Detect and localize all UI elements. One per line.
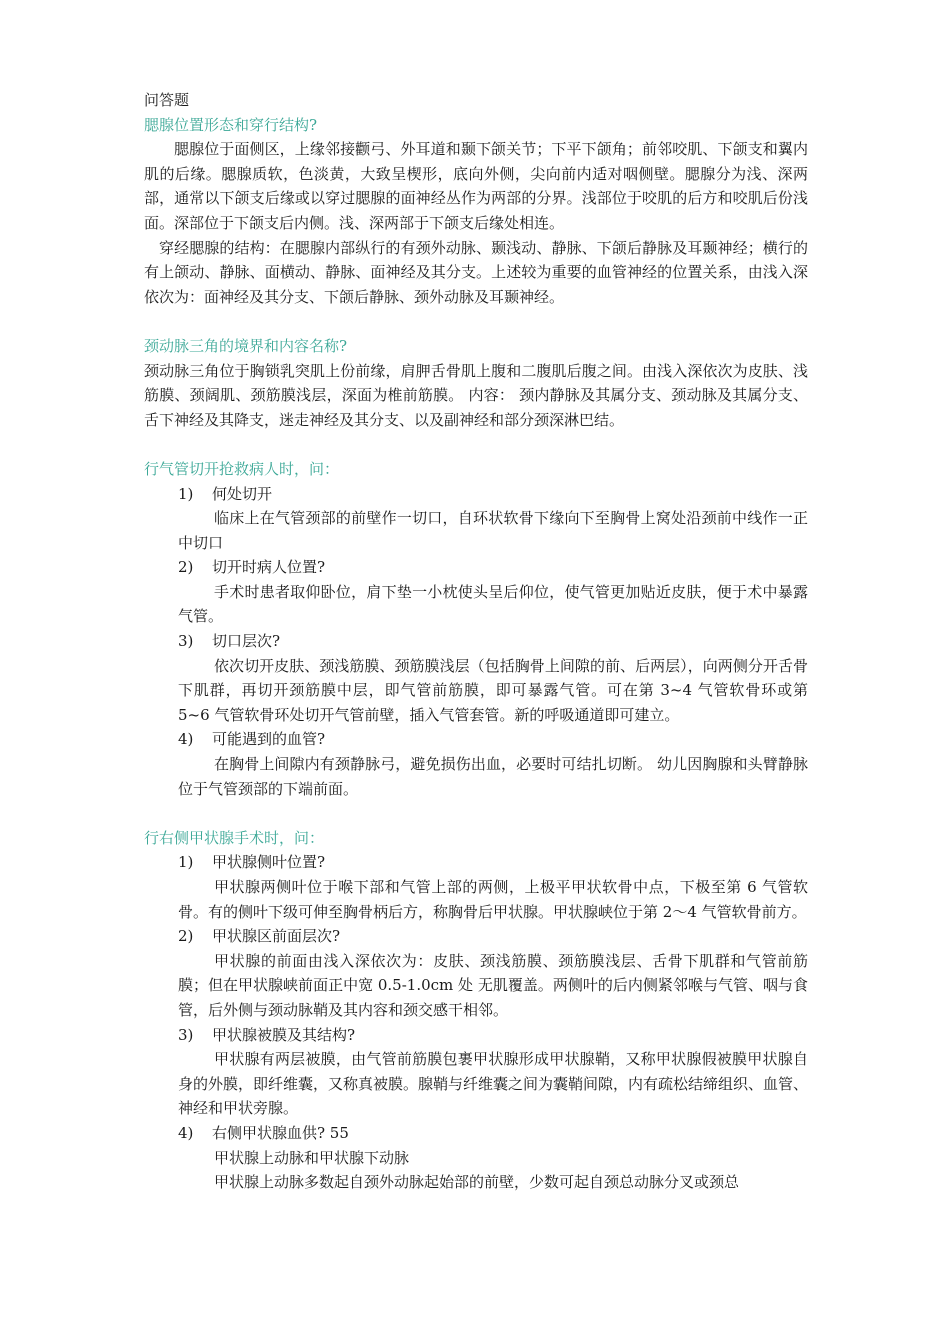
item-answer: 手术时患者取仰卧位，肩下垫一小枕使头呈后仰位，使气管更加贴近皮肤，便于术中暴露气管。: [178, 582, 808, 626]
answer-paragraph: 颈动脉三角位于胸锁乳突肌上份前缘，肩胛舌骨肌上腹和二腹肌后腹之间。由浅入深依次为皮肤、浅筋膜、颈阔肌、颈筋膜浅层，深面为椎前筋膜。 内容： 颈内静脉及其属分支、颈动脉及其属分支、舌下神经及其降支，迷走神经及其分支、以及副神经和部分颈深淋巴结。: [144, 361, 808, 429]
list-item: [178, 924, 808, 1022]
answer-paragraph: 腮腺位于面侧区，上缘邻接颧弓、外耳道和颞下颌关节；下平下颌角；前邻咬肌、下颌支和翼内肌的后缘。腮腺质软，色淡黄，大致呈楔形，底向外侧，尖向前内适对咽侧壁。腮腺分为浅、深两部，通常以下颌支后缘或以穿过腮腺的面神经丛作为两部的分界。浅部位于咬肌的后方和咬肌后份浅面。深部位于下颌支后内侧。浅、深两部于下颌支后缘处相连。: [144, 140, 808, 232]
item-number: 2): [178, 558, 194, 577]
item-answer: 临床上在气管颈部的前壁作一切口，自环状软骨下缘向下至胸骨上窝处沿颈前中线作一正中切口: [178, 509, 808, 552]
item-answer: 甲状腺有两层被膜，由气管前筋膜包裹甲状腺形成甲状腺鞘，又称甲状腺假被膜甲状腺自身的外膜，即纤维囊，又称真被膜。腺鞘与纤维囊之间为囊鞘间隙，内有疏松结缔组织、血管、神经和甲状旁腺。: [178, 1050, 809, 1118]
doc-title: 问答题: [144, 91, 190, 109]
list-item: [178, 629, 808, 727]
list-item: [178, 850, 808, 924]
question-carotid-triangle: 颈动脉三角的境界和内容名称?: [144, 336, 348, 355]
question-thyroid: 行右侧甲状腺手术时，问：: [144, 828, 325, 847]
list-item: [178, 727, 808, 801]
document-body: [144, 88, 808, 1195]
list-item: [178, 482, 808, 556]
list-item: [178, 555, 808, 629]
item-answer: 甲状腺上动脉和甲状腺下动脉: [214, 1148, 410, 1167]
item-heading: 切口层次?: [212, 632, 281, 651]
item-number: 4): [178, 730, 194, 749]
list-item: [178, 1121, 808, 1195]
question-tracheotomy: 行气管切开抢救病人时，问：: [144, 459, 340, 478]
spacer: [144, 801, 808, 826]
item-number: 1): [178, 853, 194, 872]
item-answer: 在胸骨上间隙内有颈静脉弓，避免损伤出血，必要时可结扎切断。 幼儿因胸腺和头臂静脉位于气管颈部的下端前面。: [178, 755, 808, 798]
item-answer: 甲状腺上动脉多数起自颈外动脉起始部的前壁，少数可起自颈总动脉分叉或颈总: [214, 1173, 740, 1192]
item-answer: 依次切开皮肤、颈浅筋膜、颈筋膜浅层（包括胸骨上间隙的前、后两层），向两侧分开舌骨下肌群，再切开颈筋膜中层，即气管前筋膜，即可暴露气管。可在第 3~4 气管软骨环或第 5~6 气管软骨环处切开气管前壁，插入气管套管。新的呼吸通道即可建立。: [178, 656, 808, 724]
item-number: 2): [178, 927, 194, 946]
item-heading: 可能遇到的血管?: [212, 730, 326, 749]
item-heading: 何处切开: [212, 484, 273, 503]
item-number: 3): [178, 1025, 194, 1044]
item-heading: 甲状腺被膜及其结构?: [212, 1025, 356, 1044]
item-number: 1): [178, 484, 194, 503]
spacer: [144, 309, 808, 334]
item-heading: 切开时病人位置?: [212, 558, 326, 577]
spacer: [144, 432, 808, 457]
item-number: 4): [178, 1123, 194, 1142]
item-heading: 甲状腺区前面层次?: [212, 927, 341, 946]
answer-paragraph: 穿经腮腺的结构：在腮腺内部纵行的有颈外动脉、颞浅动、静脉、下颌后静脉及耳颞神经；横行的有上颌动、静脉、面横动、静脉、面神经及其分支。上述较为重要的血管神经的位置关系，由浅入深依次为：面神经及其分支、下颌后静脉、颈外动脉及耳颞神经。: [144, 238, 808, 306]
item-number: 3): [178, 632, 194, 651]
list-item: [178, 1023, 808, 1121]
item-heading: 甲状腺侧叶位置?: [212, 853, 326, 872]
item-heading: 右侧甲状腺血供? 55: [212, 1123, 349, 1142]
item-answer: 甲状腺两侧叶位于喉下部和气管上部的两侧，上极平甲状软骨中点，下极至第 6 气管软骨。有的侧叶下级可伸至胸骨柄后方，称胸骨后甲状腺。甲状腺峡位于第 2～4 气管软骨前方。: [178, 878, 808, 921]
question-parotid: 腮腺位置形态和穿行结构?: [144, 115, 318, 134]
item-answer: 甲状腺的前面由浅入深依次为：皮肤、颈浅筋膜、颈筋膜浅层、舌骨下肌群和气管前筋膜；但在甲状腺峡前面正中宽 0.5-1.0cm 处 无肌覆盖。两侧叶的后内侧紧邻喉与气管、咽与食管，后外侧与颈动脉鞘及其内容和颈交感干相邻。: [178, 951, 808, 1019]
